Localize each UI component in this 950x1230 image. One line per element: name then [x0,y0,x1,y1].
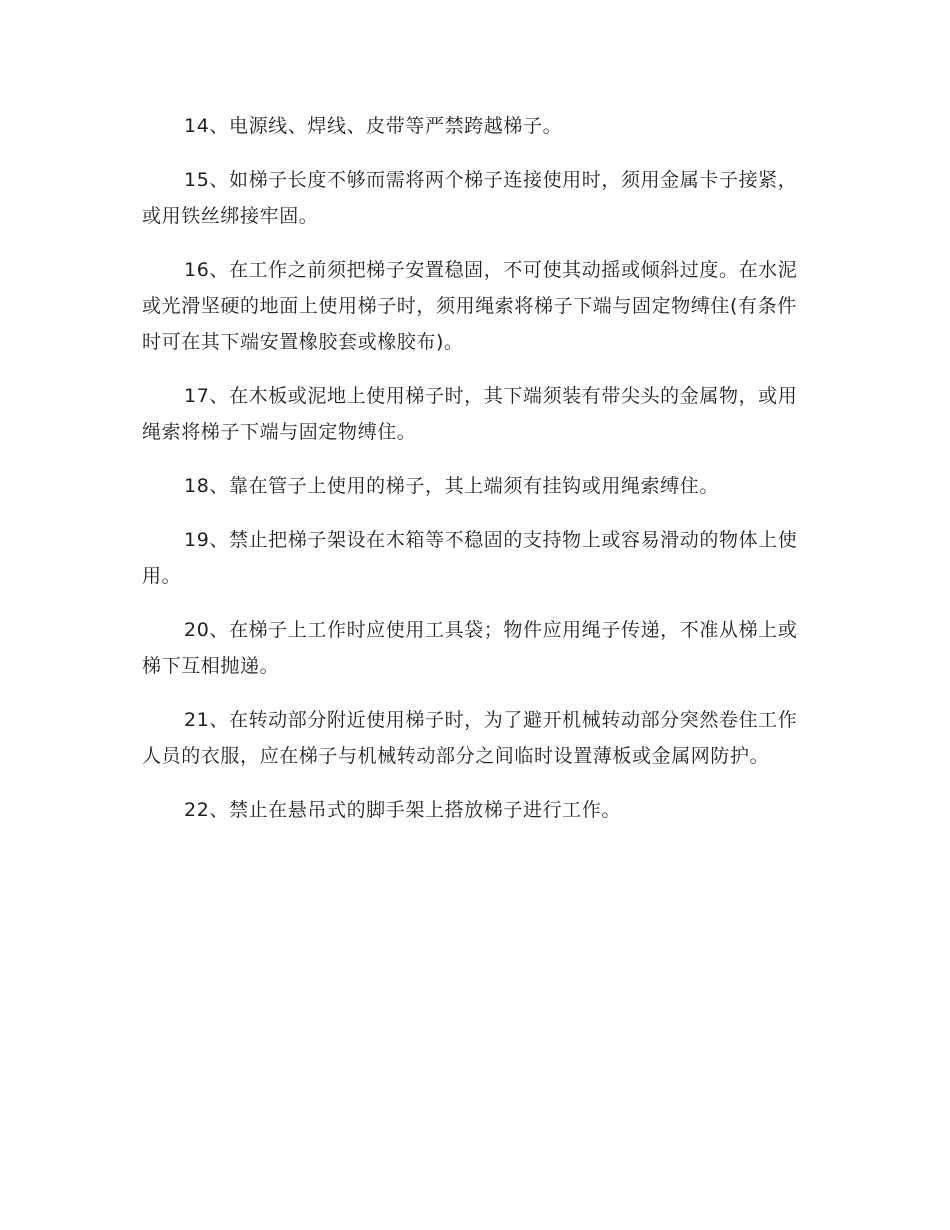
paragraph-item-18: 18、靠在管子上使用的梯子，其上端须有挂钩或用绳索缚住。 [184,475,719,497]
paragraph-item-15: 15、如梯子长度不够而需将两个梯子连接使用时，须用金属卡子接紧，或用铁丝绑接牢固。 [142,169,798,227]
paragraph-item-17: 17、在木板或泥地上使用梯子时，其下端须装有带尖头的金属物，或用绳索将梯子下端与固定物缚住。 [142,385,798,443]
paragraph-item-14: 14、电源线、焊线、皮带等严禁跨越梯子。 [184,115,563,137]
document-body [142,108,802,846]
paragraph-item-16: 16、在工作之前须把梯子安置稳固，不可使其动摇或倾斜过度。在水泥或光滑坚硬的地面上使用梯子时，须用绳索将梯子下端与固定物缚住(有条件时可在其下端安置橡胶套或橡胶布)。 [142,259,798,353]
paragraph-item-21: 21、在转动部分附近使用梯子时，为了避开机械转动部分突然卷住工作人员的衣服，应在梯子与机械转动部分之间临时设置薄板或金属网防护。 [142,709,798,767]
paragraph-item-19: 19、禁止把梯子架设在木箱等不稳固的支持物上或容易滑动的物体上使用。 [142,529,798,587]
paragraph-item-20: 20、在梯子上工作时应使用工具袋；物件应用绳子传递，不准从梯上或梯下互相抛递。 [142,619,798,677]
paragraph-item-22: 22、禁止在悬吊式的脚手架上搭放梯子进行工作。 [184,799,621,821]
